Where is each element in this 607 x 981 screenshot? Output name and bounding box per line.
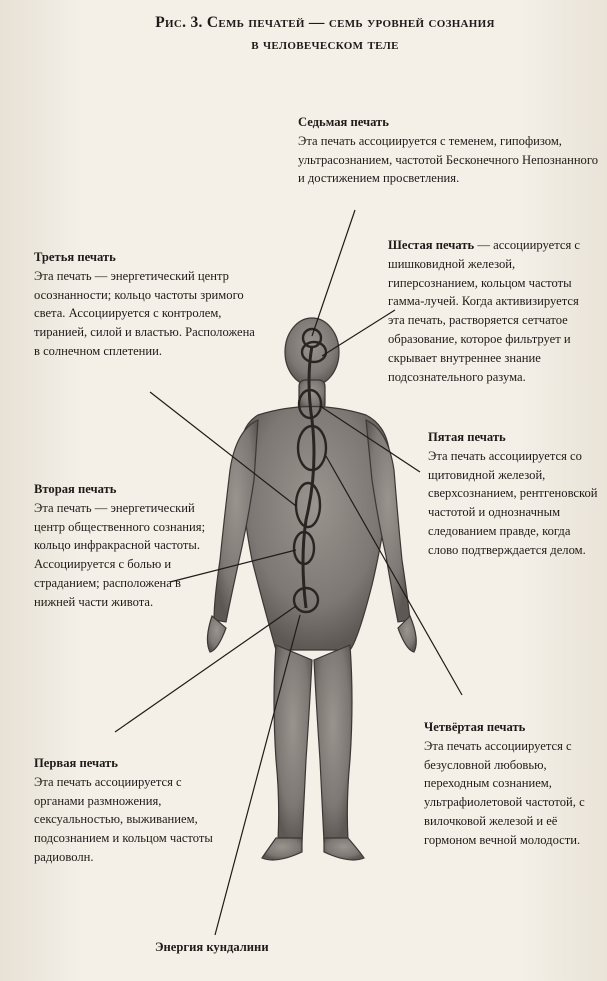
seal-sixth-heading: Шестая печать [388,238,475,252]
seal-fourth-heading: Четвёртая печать [424,720,526,734]
seal-first-heading: Первая печать [34,756,118,770]
kundalini-label: Энергия кундалини [155,940,269,954]
seal-fifth-text: Эта печать ассоциируется со щитовидной железой, сверхсознанием, рентгеновской частотой и однозначным следованием правде, когда слово подтверждается делом. [428,448,598,557]
seal-sixth-text: — ассоциируется с шишковидной железой, гиперсознанием, кольцом частоты гамма-лучей. Когда активизируется эта печать, растворяется сетчатое образование, которое фильтрует и скрывает внутреннее знание подсознательного разума. [388,238,581,384]
seal-first-block [34,754,220,867]
seal-seventh-text: Эта печать ассоциируется с теменем, гипофизом, ультрасознанием, частотой Бесконечного Непознанного и достижением просветления. [298,133,598,186]
leader-first [115,606,296,732]
seal-fifth-heading: Пятая печать [428,430,506,444]
seal-second-heading: Вторая печать [34,482,117,496]
leader-seventh [312,210,355,336]
seal-third-text: Эта печать — энергетический центр осознанности; кольцо частоты зримого света. Ассоциируется с контролем, тиранией, силой и властью. Расположена в солнечном сплетении. [34,268,255,358]
figure-subtitle: в человеческом теле [251,36,399,53]
seal-fourth-text: Эта печать ассоциируется с безусловной любовью, переходным сознанием, ультрафиолетовой частотой, с вилочковой железой и её гормоном вечной молодости. [424,738,585,847]
seal-fourth-block [424,718,600,850]
seal-second-text: Эта печать — энергетический центр общественного сознания; кольцо инфракрасной частоты. Ассоциируется с болью и страданием; расположена в нижней части живота. [34,500,206,609]
seal-seventh-heading: Седьмая печать [298,115,389,129]
seal-second-block [34,480,216,612]
seal-sixth-block [388,236,598,386]
seal-third-heading: Третья печать [34,250,116,264]
seal-seventh-block [298,113,598,188]
seal-third-block [34,248,260,361]
seal-fifth-block [428,428,598,560]
figure-title: Рис. 3. Семь печатей — семь уровней сознания [155,14,495,31]
seal-first-text: Эта печать ассоциируется с органами размножения, сексуальностью, выживанием, подсознанием и кольцом частоты радиоволн. [34,774,213,864]
